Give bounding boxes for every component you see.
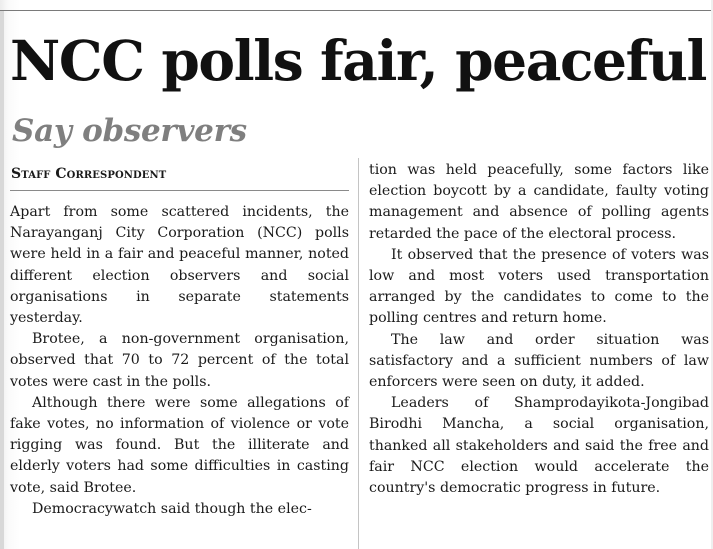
paragraph: tion was held peacefully, some factors like election boycott by a candidate, faulty voting management and absence of polling agents retarded the pace of the electoral process.	[369, 162, 709, 242]
paragraph: Leaders of Shamprodayikota-Jongibad Birodhi Mancha, a social organisation, thanked all stakeholders and said the free and fair NCC election would accelerate the country's democratic progress in future.	[369, 395, 709, 497]
column-divider	[358, 158, 359, 549]
paragraph: The law and order situation was satisfactory and a sufficient numbers of law enforcers were seen on duty, it added.	[369, 331, 709, 391]
paragraph: Apart from some scattered incidents, the Narayanganj City Corporation (NCC) polls were held in a fair and peaceful manner, noted different election observers and social organisations in separate statements yesterday.	[10, 204, 349, 327]
top-rule	[0, 10, 713, 11]
paragraph: Brotee, a non-government organisation, observed that 70 to 72 percent of the total votes were cast in the polls.	[10, 331, 349, 390]
paragraph: Democracywatch said though the elec-	[32, 500, 312, 517]
subheadline: Say observers	[12, 113, 247, 149]
paragraph: Although there were some allegations of fake votes, no information of violence or vote rigging was found. But the illiterate and elderly voters had some difficulties in casting vote, said Brotee.	[10, 394, 349, 496]
byline: Staff Correspondent	[11, 166, 167, 182]
byline-rule	[10, 190, 349, 191]
article-column-2	[369, 160, 709, 499]
paragraph: It observed that the presence of voters was low and most voters used transportation arranged by the candidates to come to the polling centres and return home.	[369, 246, 709, 327]
page-edge-shadow	[0, 11, 4, 549]
headline: NCC polls fair, peaceful	[10, 28, 706, 93]
article-column-1	[10, 202, 349, 520]
